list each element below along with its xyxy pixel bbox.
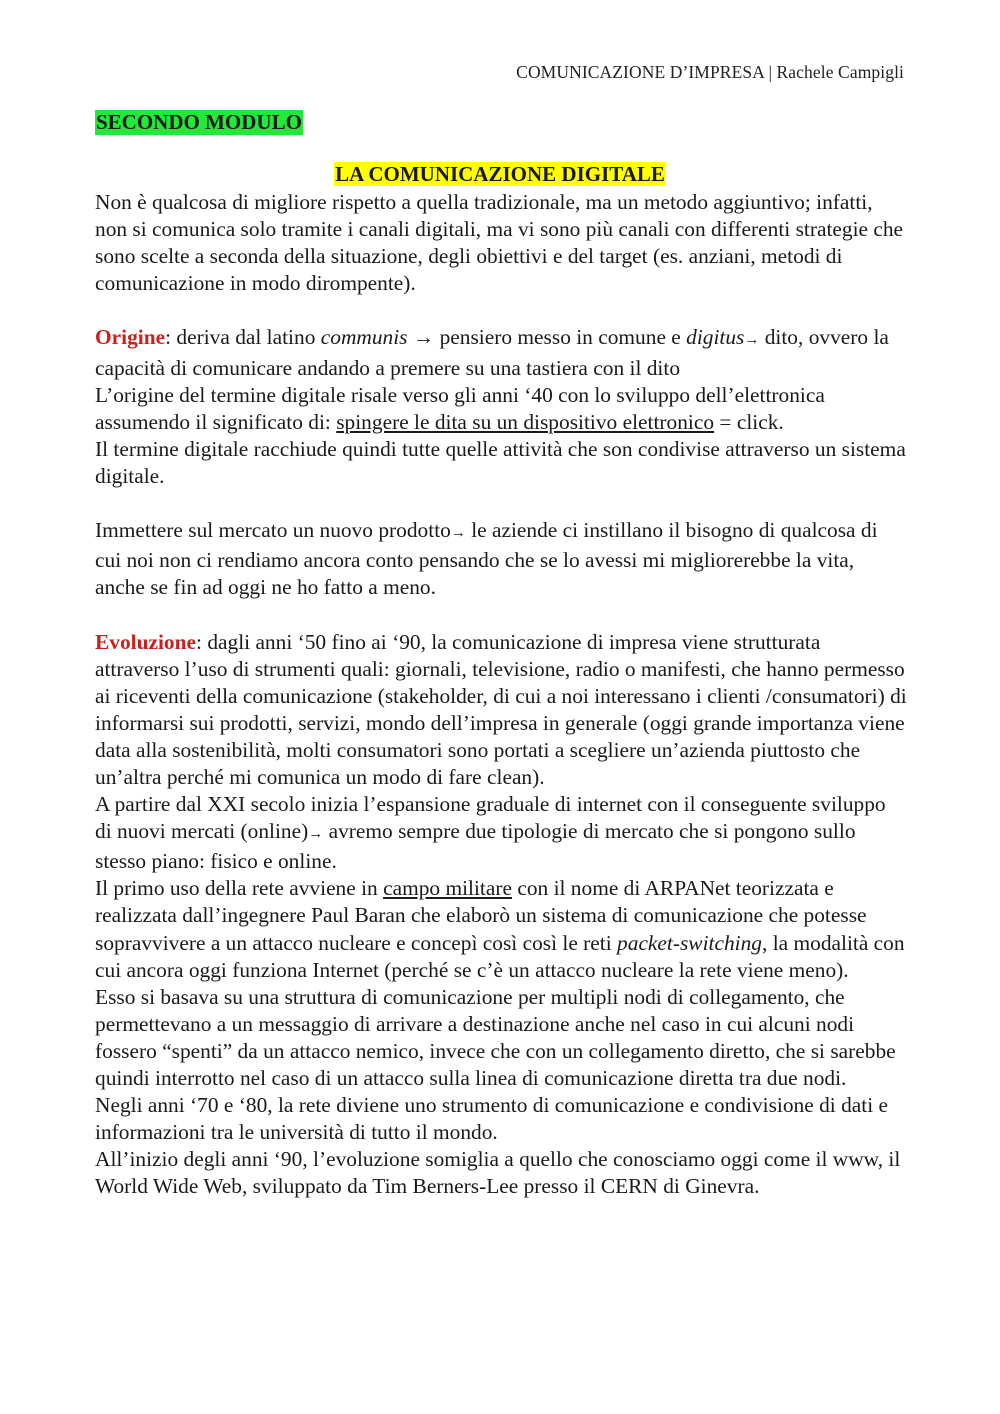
evoluzione-paragraph-4: Esso si basava su una struttura di comunicazione per multipli nodi di collegamento, che permettevano a un messaggio di arrivare a destinazione anche nel caso in cui alcuni nodi fossero “spenti” da un attacco nemico, invece che con un collegamento diretto, che si sarebbe quindi interrotto nel caso di un attacco sulla linea di comunicazione diretta tra due nodi. bbox=[95, 984, 896, 1090]
evoluzione-text: : dagli anni ‘50 fino ai ‘90, la comunicazione di impresa viene strutturata attraverso l’uso di strumenti quali: giornali, televisione, radio o manifesti, che hanno permesso ai riceventi della comunicazione (stakeholder, di cui a noi interessano i clienti /consumatori) di informarsi sui prodotti, servizi, mondo dell’impresa in generale (oggi grande importanza viene data alla sostenibilità, molti consumatori sono portati a scegliere un’azienda piuttosto che un’altra perché mi comunica un modo di fare clean). bbox=[95, 629, 907, 789]
document-title: LA COMUNICAZIONE DIGITALE bbox=[335, 162, 665, 186]
origine-paragraph-2 bbox=[95, 382, 907, 436]
digitus-term: digitus bbox=[686, 325, 745, 350]
evoluzione-p2-text-a: A partire dal XXI secolo inizia l’espansione graduale di internet con il conseguente sviluppo di nuovi mercati (online) bbox=[95, 792, 886, 844]
evoluzione-paragraph-6: All’inizio degli anni ‘90, l’evoluzione somiglia a quello che conosciamo oggi come il www, il World Wide Web, sviluppato da Tim Berners-Lee presso il CERN di Ginevra. bbox=[95, 1147, 901, 1199]
document-title-row bbox=[0, 162, 1000, 187]
arrow-icon: → bbox=[450, 525, 466, 542]
evoluzione-paragraph-2 bbox=[95, 791, 907, 875]
arrow-icon: → bbox=[308, 826, 324, 843]
evoluzione-paragraph-5: Negli anni ‘70 e ‘80, la rete diviene uno strumento di comunicazione e condivisione di dati e informazioni tra le università di tutto il mondo. bbox=[95, 1093, 888, 1145]
page-header: COMUNICAZIONE D’IMPRESA | Rachele Campigli bbox=[516, 62, 904, 82]
evoluzione-p2-text-b: avremo sempre due tipologie di mercato che si pongono sullo stesso piano: fisico e online. bbox=[95, 819, 856, 874]
evoluzione-p3-text-c: , la modalità con cui ancora oggi funziona Internet (perché se c’è un attacco nucleare la rete viene meno). bbox=[95, 930, 905, 982]
module-label: SECONDO MODULO bbox=[96, 110, 302, 134]
origine-text-c: dito, ovvero la capacità di comunicare andando a premere su una tastiera con il dito bbox=[95, 325, 889, 380]
paragraph-gap bbox=[95, 490, 907, 517]
origine-p2-text-a: L’origine del termine digitale risale verso gli anni ‘40 con lo sviluppo dell’elettronica assumendo il significato di: bbox=[95, 382, 825, 434]
evoluzione-paragraph-1 bbox=[95, 629, 907, 792]
underlined-definition: spingere le dita su un dispositivo elettronico bbox=[336, 409, 715, 434]
origine-keyword: Origine bbox=[95, 325, 166, 350]
communis-term: communis bbox=[320, 325, 408, 350]
arrow-icon: → bbox=[744, 332, 760, 349]
evoluzione-paragraph-3 bbox=[95, 875, 907, 983]
origine-text-b: pensiero messo in comune e bbox=[434, 325, 687, 350]
document-body bbox=[95, 189, 907, 1200]
evoluzione-p3-text-a: Il primo uso della rete avviene in bbox=[95, 876, 384, 901]
packet-switching-term: packet-switching bbox=[617, 930, 762, 955]
origine-paragraph-1 bbox=[95, 324, 907, 381]
paragraph-gap bbox=[95, 297, 907, 324]
mercato-text-a: Immettere sul mercato un nuovo prodotto bbox=[95, 518, 451, 543]
paragraph-gap bbox=[95, 601, 907, 628]
origine-text-a: : deriva dal latino bbox=[165, 325, 321, 350]
intro-paragraph: Non è qualcosa di migliore rispetto a quella tradizionale, ma un metodo aggiuntivo; infatti, non si comunica solo tramite i canali digitali, ma vi sono più canali con differenti strategie che sono scelte a seconda della situazione, degli obiettivi e del target (es. anziani, metodi di comunicazione in modo dirompente). bbox=[95, 190, 904, 296]
origine-paragraph-3: Il termine digitale racchiude quindi tutte quelle attività che son condivise attraverso un sistema digitale. bbox=[95, 436, 906, 488]
mercato-text-b: le aziende ci instillano il bisogno di qualcosa di cui noi non ci rendiamo ancora conto pensando che se lo avessi mi migliorerebbe la vita, anche se fin ad oggi ne ho fatto a meno. bbox=[95, 518, 878, 600]
mercato-paragraph bbox=[95, 517, 907, 601]
underlined-campo-militare: campo militare bbox=[383, 876, 512, 901]
arrow-icon: → bbox=[412, 325, 435, 350]
evoluzione-p3-text-b: con il nome di ARPANet teorizzata e realizzata dall’ingegnere Paul Baran che elaborò un sistema di comunicazione che potesse sopravvivere a un attacco nucleare e concepì così così le reti bbox=[95, 876, 867, 955]
evoluzione-keyword: Evoluzione bbox=[95, 629, 197, 654]
origine-p2-text-b: = click. bbox=[714, 409, 784, 434]
